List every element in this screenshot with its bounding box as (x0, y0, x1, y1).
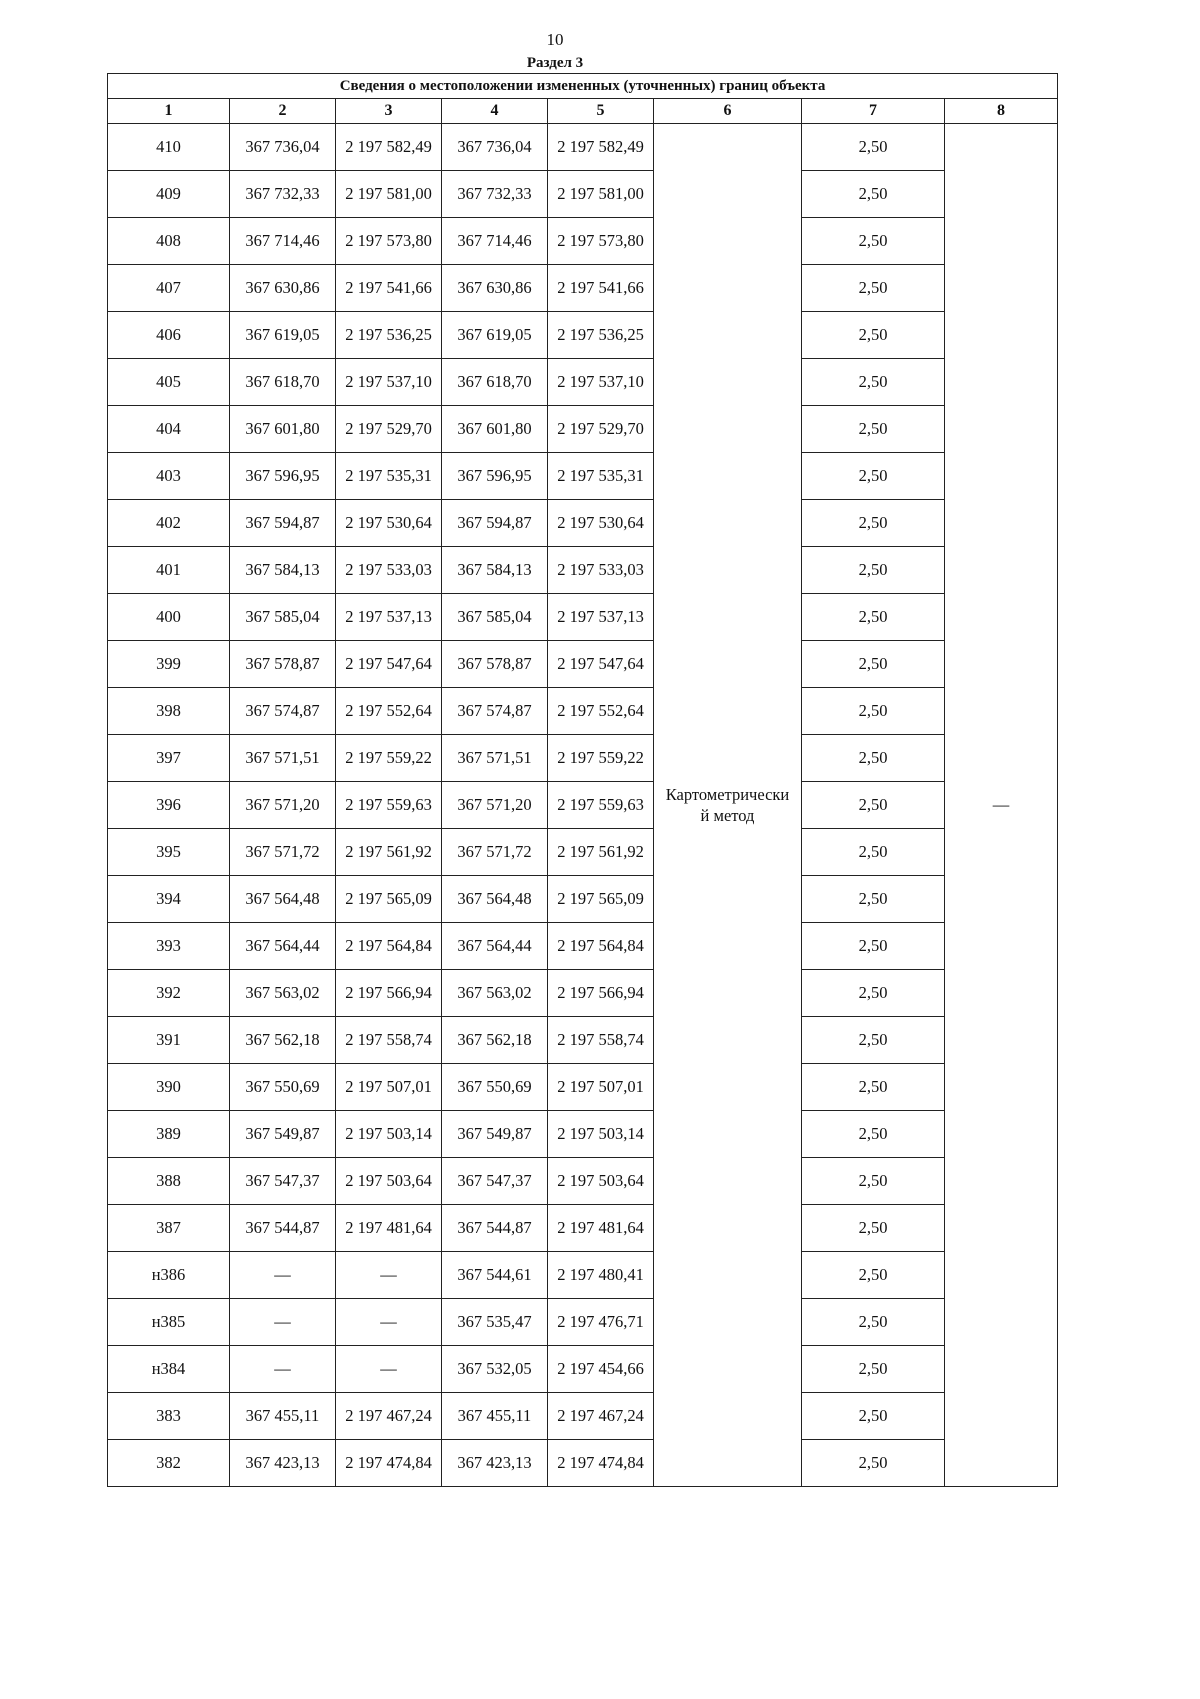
accuracy-cell: 2,50 (802, 923, 945, 970)
new-x-cell: 367 601,80 (442, 406, 548, 453)
table-row (108, 1393, 1058, 1440)
old-y-cell: 2 197 503,64 (336, 1158, 442, 1205)
table-caption: Сведения о местоположении измененных (уточненных) границ объекта (108, 74, 1058, 99)
old-y-cell: 2 197 559,22 (336, 735, 442, 782)
new-y-cell: 2 197 480,41 (548, 1252, 654, 1299)
table-row (108, 1440, 1058, 1487)
page-number: 10 (546, 30, 564, 49)
old-x-cell: 367 574,87 (230, 688, 336, 735)
table-row (108, 970, 1058, 1017)
new-x-cell: 367 619,05 (442, 312, 548, 359)
old-y-cell: 2 197 536,25 (336, 312, 442, 359)
old-y-cell: — (336, 1346, 442, 1393)
old-y-cell: 2 197 541,66 (336, 265, 442, 312)
accuracy-cell: 2,50 (802, 1205, 945, 1252)
accuracy-cell: 2,50 (802, 547, 945, 594)
column-header: 1 (108, 99, 230, 124)
new-y-cell: 2 197 537,13 (548, 594, 654, 641)
old-x-cell: 367 455,11 (230, 1393, 336, 1440)
old-x-cell: 367 618,70 (230, 359, 336, 406)
old-x-cell: 367 550,69 (230, 1064, 336, 1111)
accuracy-cell: 2,50 (802, 688, 945, 735)
column-header: 7 (802, 99, 945, 124)
column-header: 4 (442, 99, 548, 124)
new-x-cell: 367 574,87 (442, 688, 548, 735)
accuracy-cell: 2,50 (802, 594, 945, 641)
new-y-cell: 2 197 565,09 (548, 876, 654, 923)
old-y-cell: 2 197 573,80 (336, 218, 442, 265)
point-id-cell: н385 (108, 1299, 230, 1346)
old-x-cell: 367 630,86 (230, 265, 336, 312)
new-y-cell: 2 197 552,64 (548, 688, 654, 735)
old-y-cell: 2 197 535,31 (336, 453, 442, 500)
point-id-cell: 406 (108, 312, 230, 359)
new-x-cell: 367 596,95 (442, 453, 548, 500)
column-header: 3 (336, 99, 442, 124)
new-x-cell: 367 550,69 (442, 1064, 548, 1111)
table-row (108, 406, 1058, 453)
old-x-cell: 367 585,04 (230, 594, 336, 641)
table-row (108, 312, 1058, 359)
column-header: 5 (548, 99, 654, 124)
new-y-cell: 2 197 481,64 (548, 1205, 654, 1252)
table-row (108, 641, 1058, 688)
old-x-cell: 367 584,13 (230, 547, 336, 594)
new-x-cell: 367 564,48 (442, 876, 548, 923)
new-x-cell: 367 547,37 (442, 1158, 548, 1205)
old-x-cell: 367 571,72 (230, 829, 336, 876)
point-id-cell: 396 (108, 782, 230, 829)
old-x-cell: 367 619,05 (230, 312, 336, 359)
old-x-cell: 367 571,20 (230, 782, 336, 829)
point-id-cell: 392 (108, 970, 230, 1017)
old-x-cell: — (230, 1346, 336, 1393)
table-row (108, 1064, 1058, 1111)
point-id-cell: 389 (108, 1111, 230, 1158)
point-id-cell: 383 (108, 1393, 230, 1440)
table-row (108, 1205, 1058, 1252)
column-header-row (108, 99, 1058, 124)
old-y-cell: 2 197 581,00 (336, 171, 442, 218)
old-x-cell: 367 578,87 (230, 641, 336, 688)
table-row (108, 594, 1058, 641)
table-row (108, 923, 1058, 970)
new-x-cell: 367 544,87 (442, 1205, 548, 1252)
point-id-cell: н386 (108, 1252, 230, 1299)
old-x-cell: 367 594,87 (230, 500, 336, 547)
accuracy-cell: 2,50 (802, 1252, 945, 1299)
new-x-cell: 367 630,86 (442, 265, 548, 312)
old-y-cell: 2 197 565,09 (336, 876, 442, 923)
table-row (108, 829, 1058, 876)
new-y-cell: 2 197 535,31 (548, 453, 654, 500)
column-header: 8 (945, 99, 1058, 124)
old-x-cell: 367 736,04 (230, 124, 336, 171)
point-id-cell: н384 (108, 1346, 230, 1393)
old-y-cell: 2 197 564,84 (336, 923, 442, 970)
accuracy-cell: 2,50 (802, 1158, 945, 1205)
old-y-cell: 2 197 467,24 (336, 1393, 442, 1440)
old-y-cell: 2 197 481,64 (336, 1205, 442, 1252)
new-y-cell: 2 197 533,03 (548, 547, 654, 594)
new-y-cell: 2 197 454,66 (548, 1346, 654, 1393)
table-row (108, 876, 1058, 923)
method-text-line: й метод (700, 806, 755, 825)
table-row (108, 124, 1058, 171)
new-y-cell: 2 197 507,01 (548, 1064, 654, 1111)
accuracy-cell: 2,50 (802, 171, 945, 218)
new-x-cell: 367 578,87 (442, 641, 548, 688)
new-x-cell: 367 585,04 (442, 594, 548, 641)
new-x-cell: 367 618,70 (442, 359, 548, 406)
new-y-cell: 2 197 541,66 (548, 265, 654, 312)
point-id-cell: 401 (108, 547, 230, 594)
old-x-cell: 367 564,44 (230, 923, 336, 970)
new-x-cell: 367 563,02 (442, 970, 548, 1017)
new-x-cell: 367 564,44 (442, 923, 548, 970)
new-x-cell: 367 714,46 (442, 218, 548, 265)
accuracy-cell: 2,50 (802, 829, 945, 876)
point-id-cell: 387 (108, 1205, 230, 1252)
old-x-cell: 367 423,13 (230, 1440, 336, 1487)
accuracy-cell: 2,50 (802, 265, 945, 312)
new-y-cell: 2 197 503,64 (548, 1158, 654, 1205)
point-id-cell: 390 (108, 1064, 230, 1111)
new-y-cell: 2 197 537,10 (548, 359, 654, 406)
old-x-cell: 367 732,33 (230, 171, 336, 218)
old-y-cell: 2 197 533,03 (336, 547, 442, 594)
new-y-cell: 2 197 582,49 (548, 124, 654, 171)
old-x-cell: 367 549,87 (230, 1111, 336, 1158)
old-y-cell: 2 197 507,01 (336, 1064, 442, 1111)
point-id-cell: 410 (108, 124, 230, 171)
new-y-cell: 2 197 536,25 (548, 312, 654, 359)
old-x-cell: 367 563,02 (230, 970, 336, 1017)
new-y-cell: 2 197 476,71 (548, 1299, 654, 1346)
new-x-cell: 367 423,13 (442, 1440, 548, 1487)
new-y-cell: 2 197 573,80 (548, 218, 654, 265)
point-id-cell: 407 (108, 265, 230, 312)
accuracy-cell: 2,50 (802, 218, 945, 265)
old-x-cell: 367 601,80 (230, 406, 336, 453)
accuracy-cell: 2,50 (802, 1111, 945, 1158)
accuracy-cell: 2,50 (802, 406, 945, 453)
new-y-cell: 2 197 564,84 (548, 923, 654, 970)
accuracy-cell: 2,50 (802, 782, 945, 829)
table-row (108, 1158, 1058, 1205)
old-y-cell: 2 197 558,74 (336, 1017, 442, 1064)
new-x-cell: 367 562,18 (442, 1017, 548, 1064)
old-y-cell: 2 197 537,13 (336, 594, 442, 641)
accuracy-cell: 2,50 (802, 124, 945, 171)
new-y-cell: 2 197 547,64 (548, 641, 654, 688)
accuracy-cell: 2,50 (802, 1299, 945, 1346)
accuracy-cell: 2,50 (802, 735, 945, 782)
new-x-cell: 367 455,11 (442, 1393, 548, 1440)
boundary-coordinates-table (107, 73, 1058, 1487)
column-header: 6 (654, 99, 802, 124)
point-id-cell: 394 (108, 876, 230, 923)
new-x-cell: 367 571,20 (442, 782, 548, 829)
old-x-cell: 367 596,95 (230, 453, 336, 500)
accuracy-cell: 2,50 (802, 500, 945, 547)
method-cell (654, 124, 802, 1487)
point-id-cell: 409 (108, 171, 230, 218)
point-id-cell: 397 (108, 735, 230, 782)
point-id-cell: 400 (108, 594, 230, 641)
column8-cell: — (945, 124, 1058, 1487)
old-y-cell: 2 197 530,64 (336, 500, 442, 547)
new-x-cell: 367 571,51 (442, 735, 548, 782)
new-y-cell: 2 197 558,74 (548, 1017, 654, 1064)
old-x-cell: 367 547,37 (230, 1158, 336, 1205)
point-id-cell: 403 (108, 453, 230, 500)
accuracy-cell: 2,50 (802, 1017, 945, 1064)
new-x-cell: 367 544,61 (442, 1252, 548, 1299)
point-id-cell: 398 (108, 688, 230, 735)
old-x-cell: 367 544,87 (230, 1205, 336, 1252)
table-row (108, 547, 1058, 594)
old-y-cell: — (336, 1299, 442, 1346)
point-id-cell: 393 (108, 923, 230, 970)
point-id-cell: 399 (108, 641, 230, 688)
new-y-cell: 2 197 561,92 (548, 829, 654, 876)
point-id-cell: 405 (108, 359, 230, 406)
table-row (108, 1346, 1058, 1393)
accuracy-cell: 2,50 (802, 1346, 945, 1393)
new-x-cell: 367 532,05 (442, 1346, 548, 1393)
column-header: 2 (230, 99, 336, 124)
new-x-cell: 367 584,13 (442, 547, 548, 594)
old-y-cell: 2 197 552,64 (336, 688, 442, 735)
accuracy-cell: 2,50 (802, 1064, 945, 1111)
new-y-cell: 2 197 474,84 (548, 1440, 654, 1487)
point-id-cell: 404 (108, 406, 230, 453)
table-row (108, 359, 1058, 406)
new-y-cell: 2 197 467,24 (548, 1393, 654, 1440)
accuracy-cell: 2,50 (802, 1440, 945, 1487)
table-row (108, 688, 1058, 735)
table-row (108, 453, 1058, 500)
new-x-cell: 367 571,72 (442, 829, 548, 876)
accuracy-cell: 2,50 (802, 359, 945, 406)
table-row (108, 1111, 1058, 1158)
new-y-cell: 2 197 530,64 (548, 500, 654, 547)
new-y-cell: 2 197 529,70 (548, 406, 654, 453)
old-y-cell: 2 197 582,49 (336, 124, 442, 171)
point-id-cell: 382 (108, 1440, 230, 1487)
new-y-cell: 2 197 559,22 (548, 735, 654, 782)
old-x-cell: 367 564,48 (230, 876, 336, 923)
point-id-cell: 388 (108, 1158, 230, 1205)
new-y-cell: 2 197 581,00 (548, 171, 654, 218)
new-x-cell: 367 535,47 (442, 1299, 548, 1346)
table-row (108, 1252, 1058, 1299)
table-row (108, 500, 1058, 547)
new-x-cell: 367 732,33 (442, 171, 548, 218)
old-y-cell: 2 197 474,84 (336, 1440, 442, 1487)
old-x-cell: — (230, 1299, 336, 1346)
accuracy-cell: 2,50 (802, 312, 945, 359)
new-x-cell: 367 736,04 (442, 124, 548, 171)
new-y-cell: 2 197 503,14 (548, 1111, 654, 1158)
old-y-cell: 2 197 561,92 (336, 829, 442, 876)
accuracy-cell: 2,50 (802, 970, 945, 1017)
new-y-cell: 2 197 559,63 (548, 782, 654, 829)
new-x-cell: 367 549,87 (442, 1111, 548, 1158)
old-y-cell: 2 197 559,63 (336, 782, 442, 829)
old-y-cell: 2 197 566,94 (336, 970, 442, 1017)
accuracy-cell: 2,50 (802, 876, 945, 923)
accuracy-cell: 2,50 (802, 1393, 945, 1440)
table-row (108, 735, 1058, 782)
section-title: Раздел 3 (526, 55, 584, 71)
table-row (108, 265, 1058, 312)
old-x-cell: 367 714,46 (230, 218, 336, 265)
table-row (108, 171, 1058, 218)
old-y-cell: 2 197 529,70 (336, 406, 442, 453)
old-y-cell: 2 197 537,10 (336, 359, 442, 406)
new-y-cell: 2 197 566,94 (548, 970, 654, 1017)
table-row (108, 218, 1058, 265)
method-text-line: Картометрически (665, 785, 790, 804)
old-x-cell: 367 562,18 (230, 1017, 336, 1064)
table-row (108, 1299, 1058, 1346)
accuracy-cell: 2,50 (802, 641, 945, 688)
accuracy-cell: 2,50 (802, 453, 945, 500)
old-y-cell: 2 197 547,64 (336, 641, 442, 688)
new-x-cell: 367 594,87 (442, 500, 548, 547)
point-id-cell: 402 (108, 500, 230, 547)
point-id-cell: 391 (108, 1017, 230, 1064)
old-y-cell: 2 197 503,14 (336, 1111, 442, 1158)
point-id-cell: 395 (108, 829, 230, 876)
old-x-cell: 367 571,51 (230, 735, 336, 782)
table-body (108, 124, 1058, 1487)
table-row (108, 782, 1058, 829)
old-x-cell: — (230, 1252, 336, 1299)
table-row (108, 1017, 1058, 1064)
point-id-cell: 408 (108, 218, 230, 265)
old-y-cell: — (336, 1252, 442, 1299)
